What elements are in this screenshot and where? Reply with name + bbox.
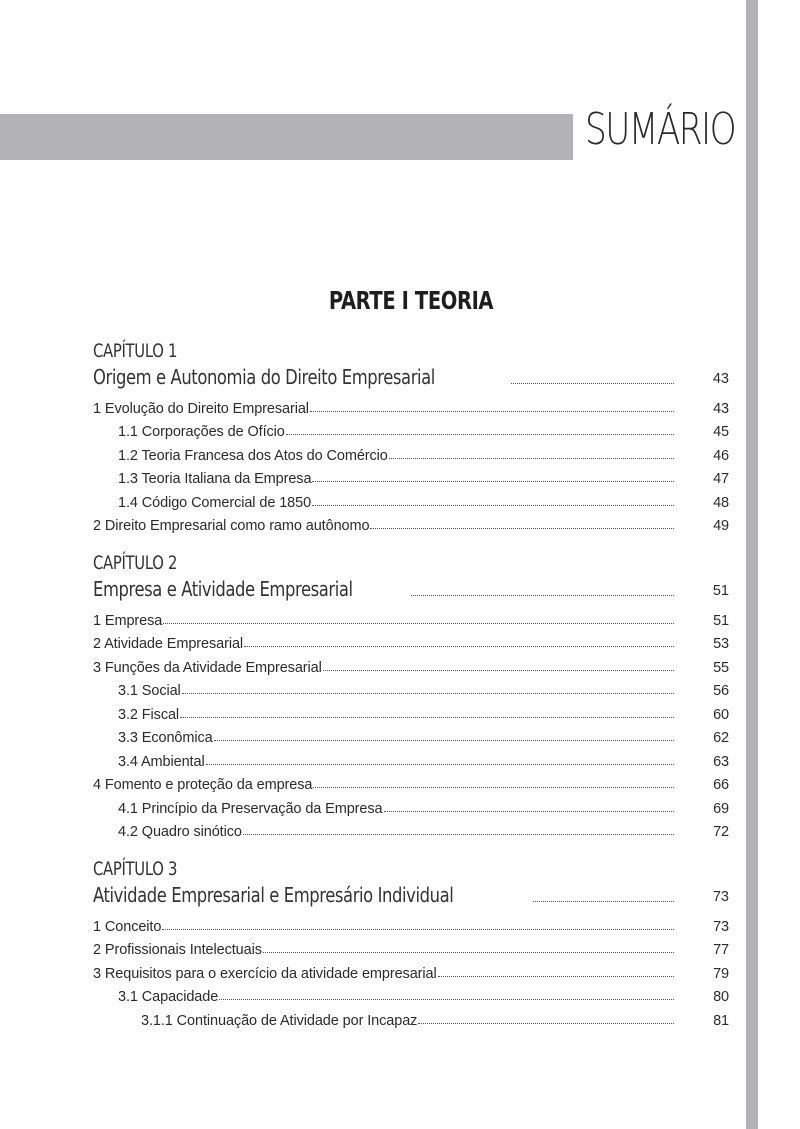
chapter-3 <box>93 858 729 1029</box>
chapter-2 <box>93 552 729 840</box>
entry-title: 2 Profissionais Intelectuais <box>93 942 262 958</box>
entry-title: 1.2 Teoria Francesa dos Atos do Comércio <box>118 447 388 464</box>
page-number: 62 <box>713 730 729 746</box>
entry-title: 3.3 Econômica <box>118 730 213 746</box>
chapter-title-row[interactable] <box>93 574 729 601</box>
toc-entry[interactable] <box>93 746 729 770</box>
toc-entry[interactable] <box>93 417 729 441</box>
dot-leader <box>263 952 674 953</box>
dot-leader <box>162 929 674 930</box>
dot-leader <box>389 458 674 459</box>
entry-title: 4.2 Quadro sinótico <box>118 824 242 840</box>
entry-title: 3.4 Ambiental <box>118 753 205 770</box>
toc-entry[interactable] <box>93 723 729 747</box>
entry-title: 3.2 Fiscal <box>118 706 180 723</box>
toc-entry[interactable] <box>93 982 729 1006</box>
entry-title: 4.1 Princípio da Preservação da Empresa <box>118 800 383 817</box>
dot-leader <box>418 1023 674 1024</box>
right-edge-strip <box>746 0 758 1129</box>
page-number: 46 <box>713 447 729 464</box>
entry-title: 1.4 Código Comercial de 1850 <box>118 494 312 511</box>
dot-leader <box>323 670 674 671</box>
chapter-1 <box>93 340 729 534</box>
page-number: 77 <box>713 942 729 958</box>
dot-leader <box>411 595 674 596</box>
toc-entry[interactable] <box>93 511 729 535</box>
entry-title: 1 Empresa <box>93 612 163 629</box>
page-heading: SUMÁRIO <box>585 104 736 155</box>
page-number: 53 <box>713 636 729 652</box>
toc-entry[interactable] <box>93 487 729 511</box>
page-number: 63 <box>713 753 729 770</box>
page-number: 43 <box>712 371 729 387</box>
dot-leader <box>438 976 674 977</box>
dot-leader <box>533 901 674 902</box>
dot-leader <box>310 411 674 412</box>
entry-title: 1 Conceito <box>93 918 162 935</box>
page-number: 47 <box>713 471 729 487</box>
dot-leader <box>312 481 674 482</box>
entry-title: 3.1 Capacidade <box>118 989 219 1005</box>
chapter-label: CAPÍTULO 1 <box>93 340 178 362</box>
chapter-title-row[interactable] <box>93 362 729 389</box>
page-number: 66 <box>713 777 729 793</box>
toc-entry[interactable] <box>93 464 729 488</box>
dot-leader <box>206 764 674 765</box>
page-number: 51 <box>712 583 729 599</box>
page-number: 45 <box>713 424 729 440</box>
page-number: 51 <box>713 612 729 629</box>
chapter-title: Origem e Autonomia do Direito Empresarial <box>93 365 435 389</box>
title-band <box>0 114 573 160</box>
dot-leader <box>286 434 674 435</box>
toc-entry[interactable] <box>93 1005 729 1029</box>
page-number: 81 <box>713 1012 729 1029</box>
page-number: 49 <box>713 518 729 534</box>
dot-leader <box>312 505 674 506</box>
toc-entry[interactable] <box>93 676 729 700</box>
dot-leader <box>511 383 674 384</box>
chapter-title: Empresa e Atividade Empresarial <box>93 577 353 601</box>
page-number: 43 <box>713 400 729 417</box>
chapter-label: CAPÍTULO 3 <box>93 858 178 880</box>
toc-entry[interactable] <box>93 393 729 417</box>
toc-entry[interactable] <box>93 605 729 629</box>
page-number: 55 <box>713 659 729 676</box>
page-number: 56 <box>713 683 729 699</box>
toc-entry[interactable] <box>93 935 729 959</box>
dot-leader <box>243 834 674 835</box>
entry-title: 2 Direito Empresarial como ramo autônomo <box>93 518 370 534</box>
dot-leader <box>182 693 674 694</box>
toc-entry[interactable] <box>93 699 729 723</box>
page-number: 60 <box>713 706 729 723</box>
toc-entry[interactable] <box>93 629 729 653</box>
dot-leader <box>370 528 674 529</box>
entry-title: 4 Fomento e proteção da empresa <box>93 777 313 793</box>
dot-leader <box>163 623 674 624</box>
entry-title: 3.1 Social <box>118 683 181 699</box>
entry-title: 2 Atividade Empresarial <box>93 636 244 652</box>
entry-title: 3.1.1 Continuação de Atividade por Incapaz <box>141 1012 418 1029</box>
chapter-title: Atividade Empresarial e Empresário Individual <box>93 883 454 907</box>
table-of-contents <box>93 340 729 1047</box>
page-number: 72 <box>713 824 729 840</box>
entry-title: 1.3 Teoria Italiana da Empresa <box>118 471 312 487</box>
dot-leader <box>214 740 674 741</box>
entry-title: 1.1 Corporações de Ofício <box>118 424 285 440</box>
toc-entry[interactable] <box>93 770 729 794</box>
entry-title: 3 Requisitos para o exercício da atividade empresarial <box>93 965 437 982</box>
dot-leader <box>384 811 675 812</box>
toc-entry[interactable] <box>93 440 729 464</box>
dot-leader <box>219 999 674 1000</box>
entry-title: 3 Funções da Atividade Empresarial <box>93 659 322 676</box>
chapter-title-row[interactable] <box>93 880 729 907</box>
page-number: 73 <box>713 918 729 935</box>
dot-leader <box>244 646 674 647</box>
chapter-label: CAPÍTULO 2 <box>93 552 178 574</box>
part-title: PARTE I TEORIA <box>328 286 494 315</box>
page-number: 73 <box>712 889 729 905</box>
toc-entry[interactable] <box>93 958 729 982</box>
toc-entry[interactable] <box>93 817 729 841</box>
dot-leader <box>180 717 674 718</box>
toc-entry[interactable] <box>93 652 729 676</box>
page-number: 48 <box>713 494 729 511</box>
page-number: 80 <box>713 989 729 1005</box>
entry-title: 1 Evolução do Direito Empresarial <box>93 400 309 417</box>
dot-leader <box>313 787 674 788</box>
page-number: 69 <box>713 800 729 817</box>
toc-entry[interactable] <box>93 793 729 817</box>
toc-entry[interactable] <box>93 911 729 935</box>
page-number: 79 <box>713 965 729 982</box>
